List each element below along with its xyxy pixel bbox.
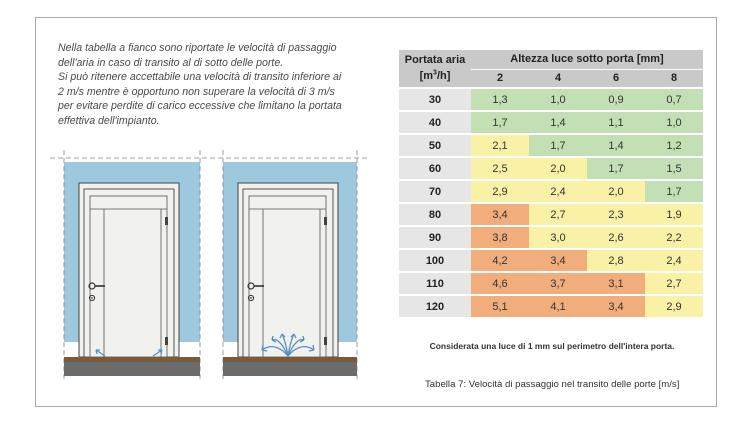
table-row	[399, 249, 703, 272]
row-label: 110	[399, 272, 471, 295]
table-caption: Tabella 7: Velocità di passaggio nel transito delle porte [m/s]	[425, 379, 680, 390]
table-cell: 2,4	[529, 180, 587, 203]
door-illustrations	[50, 150, 370, 382]
table-cell: 2,2	[645, 226, 703, 249]
intro-line: Nella tabella a fianco sono riportate le velocità di passaggio	[58, 42, 337, 54]
table-cell: 3,4	[529, 249, 587, 272]
door-illustration-right	[223, 150, 357, 380]
table-cell: 1,4	[587, 134, 645, 157]
table-cell: 2,9	[471, 180, 529, 203]
table-cell: 3,4	[471, 203, 529, 226]
table-cell: 2,4	[645, 249, 703, 272]
row-label: 30	[399, 88, 471, 111]
table-cell: 0,7	[645, 88, 703, 111]
table-cell: 1,2	[645, 134, 703, 157]
row-header-unit: $[m^3/h]$	[419, 69, 451, 83]
table-cell: 1,0	[529, 88, 587, 111]
row-label: 90	[399, 226, 471, 249]
table-cell: 4,6	[471, 272, 529, 295]
table-cell: 4,1	[529, 295, 587, 318]
row-label: 120	[399, 295, 471, 318]
table-row	[399, 134, 703, 157]
table-cell: 2,3	[587, 203, 645, 226]
table-cell: 1,0	[645, 111, 703, 134]
table-row	[399, 272, 703, 295]
table-cell: 2,7	[529, 203, 587, 226]
velocity-table	[399, 50, 703, 319]
table-row	[399, 180, 703, 203]
table-row	[399, 295, 703, 318]
table-row	[399, 111, 703, 134]
intro-line: 2 m/s mentre è opportuno non superare la velocità di 3 m/s	[58, 85, 335, 98]
table-cell: 1,9	[645, 203, 703, 226]
row-label: 80	[399, 203, 471, 226]
intro-line: dell'aria in caso di transito al di sotto delle porte.	[58, 56, 284, 69]
table-cell: 1,5	[645, 157, 703, 180]
row-label: 50	[399, 134, 471, 157]
table-row	[399, 88, 703, 111]
table-row	[399, 203, 703, 226]
intro-line: Si può ritenere accettabile una velocità di transito inferiore ai	[58, 71, 342, 84]
table-cell: 4,2	[471, 249, 529, 272]
table-cell: 5,1	[471, 295, 529, 318]
intro-text	[58, 41, 378, 129]
column-header: 8	[645, 69, 703, 88]
table-cell: 2,0	[587, 180, 645, 203]
table-cell: 2,5	[471, 157, 529, 180]
table-body	[399, 88, 703, 318]
table-cell: 1,4	[529, 111, 587, 134]
row-header-label: Portata aria	[404, 53, 466, 66]
table-cell: 1,7	[587, 157, 645, 180]
door-illustration-left	[64, 150, 200, 380]
table-cell: 1,1	[587, 111, 645, 134]
column-header: 2	[471, 69, 529, 88]
column-header: 4	[529, 69, 587, 88]
intro-line: per evitare perdite di carico eccessive che limitano la portata	[58, 100, 342, 113]
table-cell: 2,1	[471, 134, 529, 157]
table-row	[399, 157, 703, 180]
table-note: Considerata una luce di 1 mm sul perimetro dell'intera porta.	[429, 341, 675, 351]
table-cell: 1,7	[529, 134, 587, 157]
table-cell: 2,8	[587, 249, 645, 272]
intro-line: effettiva dell'impianto.	[58, 114, 160, 127]
table-cell: 1,7	[471, 111, 529, 134]
table-cell: 3,0	[529, 226, 587, 249]
row-header	[399, 50, 471, 88]
table-cell: 2,6	[587, 226, 645, 249]
table-cell: 3,7	[529, 272, 587, 295]
table-cell: 2,0	[529, 157, 587, 180]
row-label: 60	[399, 157, 471, 180]
column-header: 6	[587, 69, 645, 88]
table-cell: 3,4	[587, 295, 645, 318]
row-label: 40	[399, 111, 471, 134]
group-header: Altezza luce sotto porta [mm]	[471, 50, 703, 69]
table-cell: 1,3	[471, 88, 529, 111]
table-cell: 3,1	[587, 272, 645, 295]
table-row	[399, 226, 703, 249]
table-cell: 2,9	[645, 295, 703, 318]
row-label: 100	[399, 249, 471, 272]
table-cell: 1,7	[645, 180, 703, 203]
table-cell: 0,9	[587, 88, 645, 111]
table-cell: 2,7	[645, 272, 703, 295]
row-label: 70	[399, 180, 471, 203]
table-cell: 3,8	[471, 226, 529, 249]
